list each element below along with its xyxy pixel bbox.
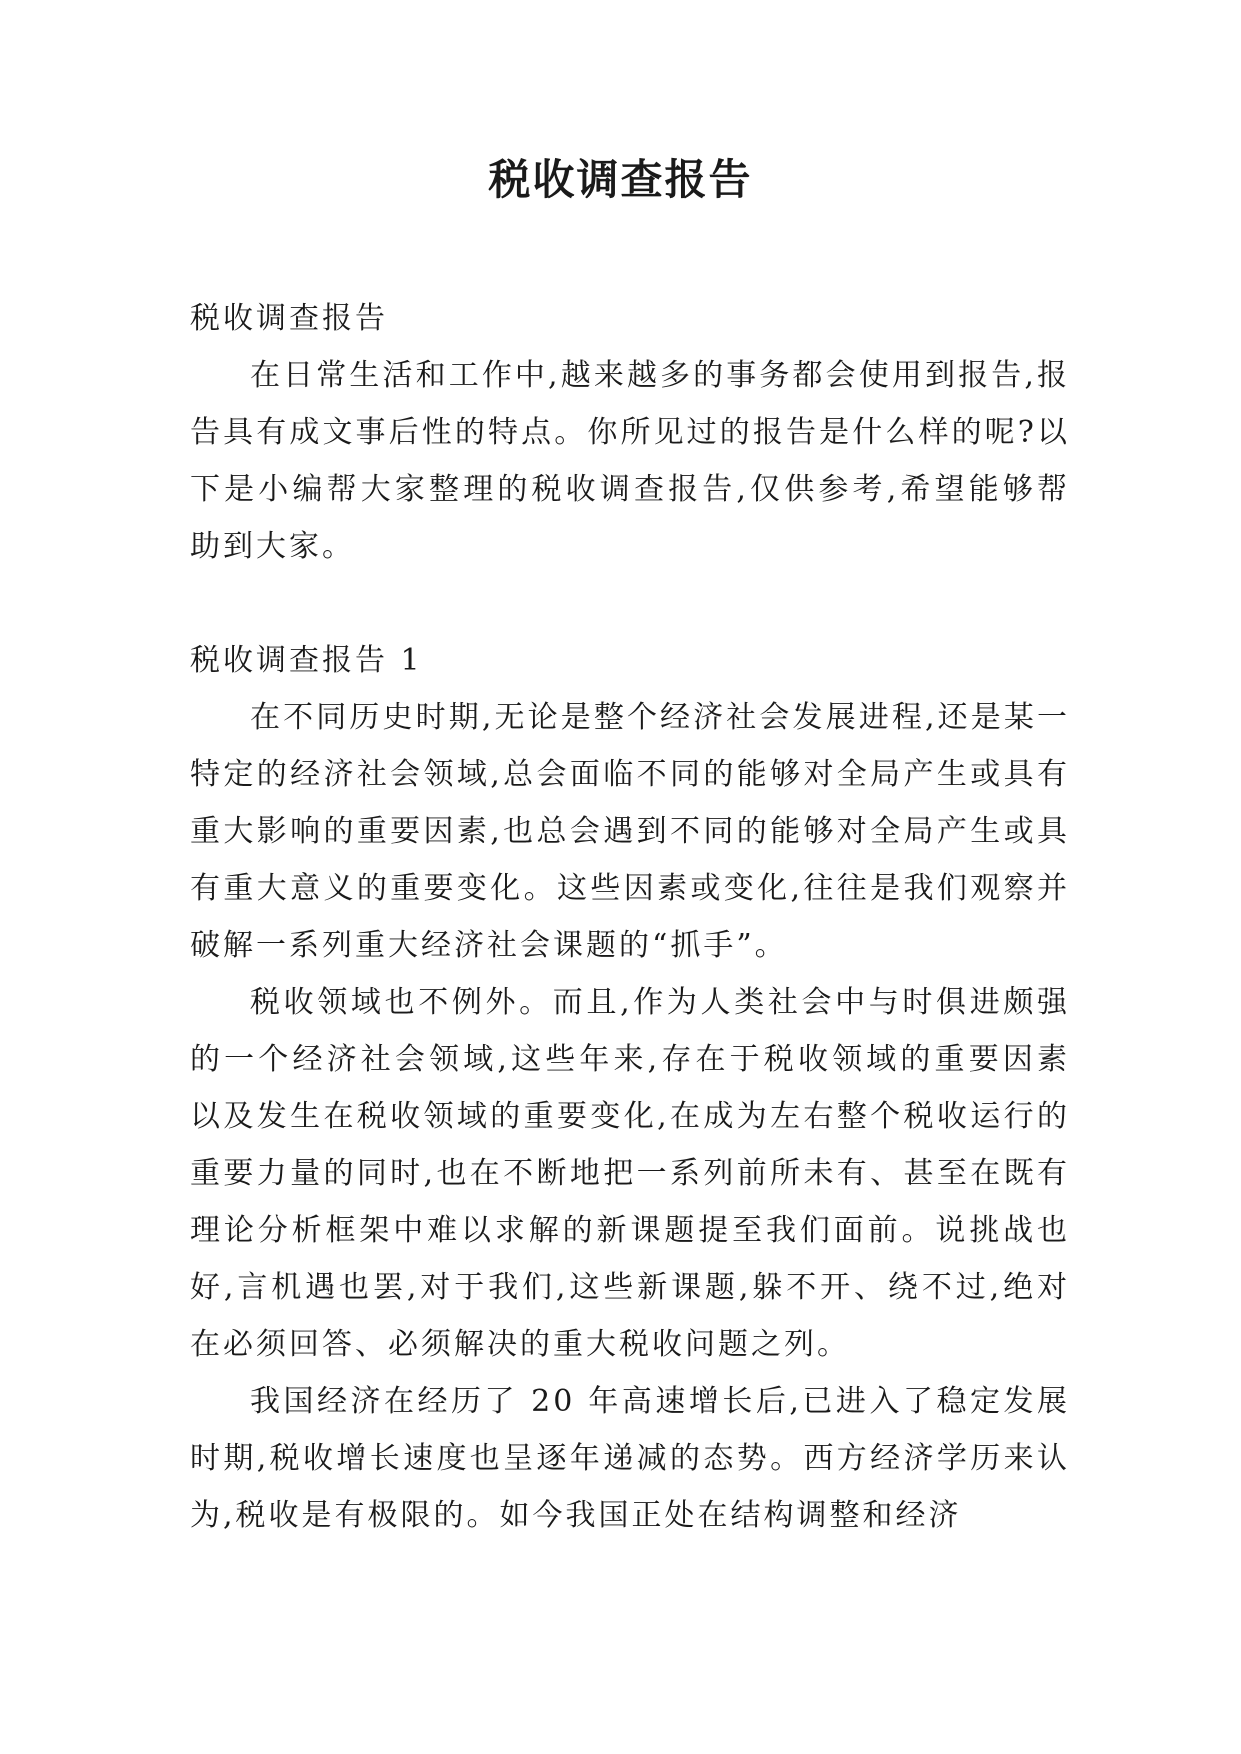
intro-paragraph: 在日常生活和工作中,越来越多的事务都会使用到报告,报告具有成文事后性的特点。你所见过的报告是什么样的呢?以下是小编帮大家整理的税收调查报告,仅供参考,希望能够帮助到大家。 bbox=[190, 358, 1070, 564]
document-subtitle: 税收调查报告 bbox=[190, 301, 388, 336]
document-body bbox=[190, 290, 1070, 1544]
page-title: 税收调查报告 bbox=[488, 155, 753, 204]
section-heading: 税收调查报告 1 bbox=[190, 643, 423, 678]
body-paragraph: 在不同历史时期,无论是整个经济社会发展进程,还是某一特定的经济社会领域,总会面临不同的能够对全局产生或具有重大影响的重要因素,也总会遇到不同的能够对全局产生或具有重大意义的重要变化。这些因素或变化,往往是我们观察并破解一系列重大经济社会课题的“抓手”。 bbox=[190, 700, 1070, 963]
body-paragraph: 税收领域也不例外。而且,作为人类社会中与时俱进颇强的一个经济社会领域,这些年来,存在于税收领域的重要因素以及发生在税收领域的重要变化,在成为左右整个税收运行的重要力量的同时,也在不断地把一系列前所未有、甚至在既有理论分析框架中难以求解的新课题提至我们面前。说挑战也好,言机遇也罢,对于我们,这些新课题,躲不开、绕不过,绝对在必须回答、必须解决的重大税收问题之列。 bbox=[190, 985, 1070, 1362]
body-paragraph: 我国经济在经历了 20 年高速增长后,已进入了稳定发展时期,税收增长速度也呈逐年递减的态势。西方经济学历来认为,税收是有极限的。如今我国正处在结构调整和经济 bbox=[190, 1384, 1070, 1533]
paragraph-gap bbox=[190, 575, 1070, 632]
